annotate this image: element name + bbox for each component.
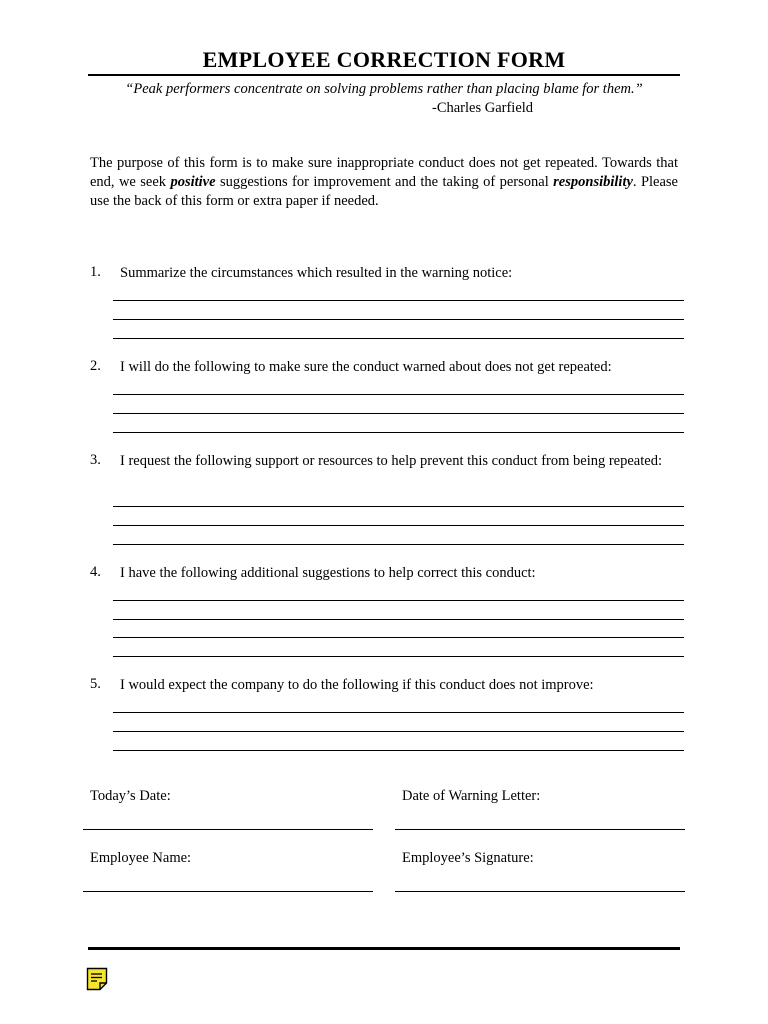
todays-date-field[interactable] <box>83 829 373 830</box>
question-2-answer-line[interactable] <box>113 413 684 414</box>
question-4-answer-line[interactable] <box>113 656 684 657</box>
question-5-number: 5. <box>90 676 101 692</box>
question-3-answer-line[interactable] <box>113 506 684 507</box>
question-3-text: I request the following support or resources to help prevent this conduct from being repeated: <box>120 453 662 469</box>
question-4-answer-line[interactable] <box>113 619 684 620</box>
question-1-answer-line[interactable] <box>113 300 684 301</box>
quote-text: “Peak performers concentrate on solving problems rather than placing blame for them.” <box>125 81 643 97</box>
employee-name-label: Employee Name: <box>90 850 192 866</box>
intro-text-1: The purpose of this form is to make sure inappropriate conduct does not get repeated. Towards that end, we seek <box>90 155 678 190</box>
question-5-answer-line[interactable] <box>113 712 684 713</box>
intro-text-3: . Please use the back of this form or extra paper if needed. <box>90 174 678 209</box>
intro-text-2: suggestions for improvement and the taking of personal <box>215 174 554 190</box>
question-4-answer-line[interactable] <box>113 637 684 638</box>
employee-signature-label: Employee’s Signature: <box>402 850 534 866</box>
question-3-number: 3. <box>90 452 101 468</box>
question-1-text: Summarize the circumstances which resulted in the warning notice: <box>120 265 513 281</box>
question-5-text: I would expect the company to do the following if this conduct does not improve: <box>120 677 594 693</box>
question-1-answer-line[interactable] <box>113 338 684 339</box>
warning-letter-date-field[interactable] <box>395 829 685 830</box>
warning-letter-date-label: Date of Warning Letter: <box>402 788 541 804</box>
question-4-text: I have the following additional suggestions to help correct this conduct: <box>120 565 536 581</box>
question-3-answer-line[interactable] <box>113 544 684 545</box>
question-4-answer-line[interactable] <box>113 600 684 601</box>
question-2-number: 2. <box>90 358 101 374</box>
question-2-text: I will do the following to make sure the conduct warned about does not get repeated: <box>120 359 612 375</box>
question-2-answer-line[interactable] <box>113 394 684 395</box>
sticky-note-icon[interactable] <box>86 967 108 991</box>
quote-author: -Charles Garfield <box>432 100 534 116</box>
question-1-number: 1. <box>90 264 101 280</box>
question-4-number: 4. <box>90 564 101 580</box>
form-title: EMPLOYEE CORRECTION FORM <box>202 47 566 72</box>
question-5-answer-line[interactable] <box>113 731 684 732</box>
todays-date-label: Today’s Date: <box>90 788 171 804</box>
question-3-answer-line[interactable] <box>113 525 684 526</box>
intro-emphasis-responsibility: responsibility <box>553 174 633 190</box>
title-divider <box>88 74 680 76</box>
employee-signature-field[interactable] <box>395 891 685 892</box>
question-5-answer-line[interactable] <box>113 750 684 751</box>
question-1-answer-line[interactable] <box>113 319 684 320</box>
intro-emphasis-positive: positive <box>170 174 216 190</box>
question-2-answer-line[interactable] <box>113 432 684 433</box>
intro-paragraph <box>90 154 678 211</box>
footer-divider <box>88 947 680 950</box>
employee-name-field[interactable] <box>83 891 373 892</box>
